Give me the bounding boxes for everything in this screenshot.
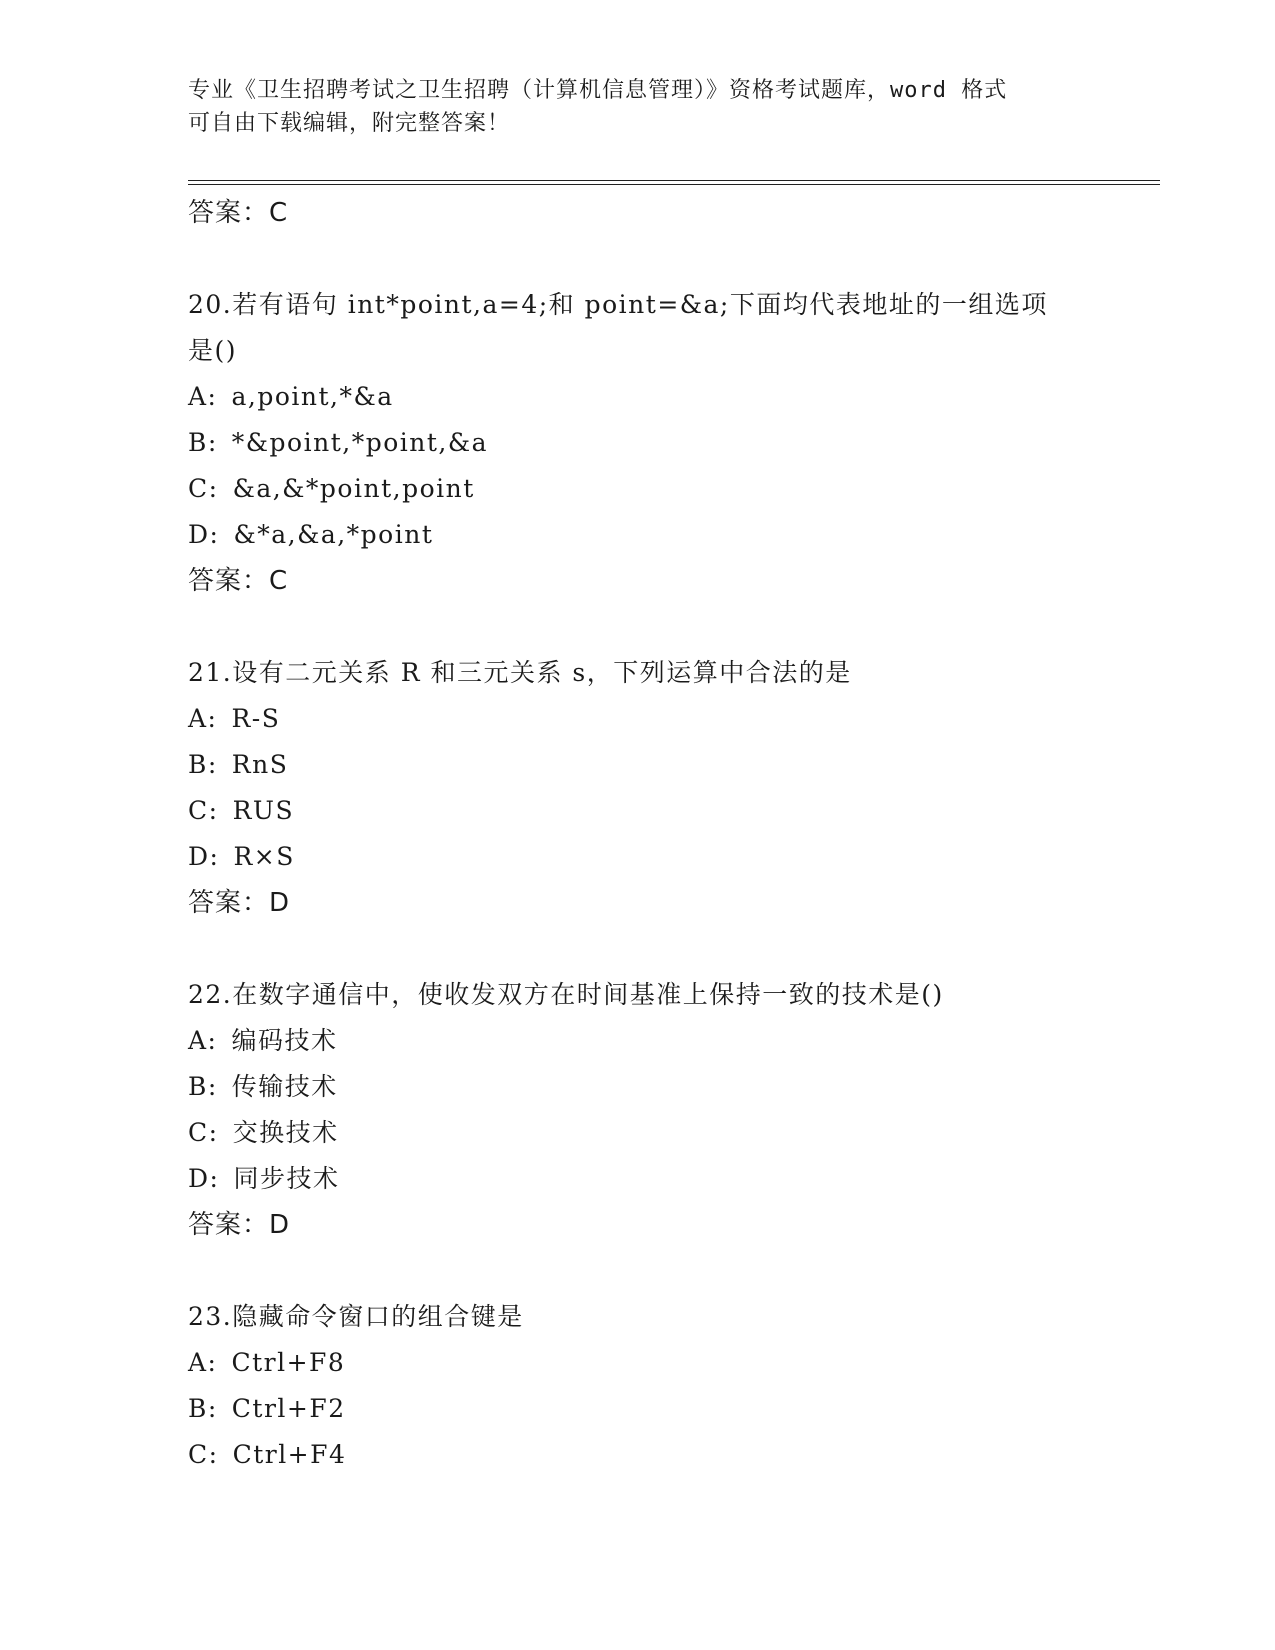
option-d	[188, 512, 1148, 558]
option-text: Ctrl+F8	[231, 1348, 346, 1377]
question-stem: 22.在数字通信中，使收发双方在时间基准上保持一致的技术是()	[188, 980, 944, 1009]
option-text: *&point,*point,&a	[231, 428, 488, 457]
option-text: RnS	[231, 750, 289, 779]
option-b	[188, 1386, 1148, 1432]
option-text: 编码技术	[231, 1026, 338, 1055]
option-label: A:	[188, 1026, 218, 1055]
option-label: C:	[188, 1118, 219, 1147]
option-label: C:	[188, 474, 219, 503]
option-label: B:	[188, 428, 218, 457]
option-a	[188, 696, 1148, 742]
document-header	[188, 74, 1088, 140]
option-label: D:	[188, 1164, 220, 1193]
header-line-1: 专业《卫生招聘考试之卫生招聘（计算机信息管理）》资格考试题库，word 格式	[188, 78, 1008, 103]
option-text: 同步技术	[233, 1164, 340, 1193]
spacer	[188, 1248, 1148, 1294]
header-line-2: 可自由下载编辑，附完整答案！	[188, 111, 511, 136]
option-label: C:	[188, 1440, 219, 1469]
option-label: C:	[188, 796, 219, 825]
spacer	[188, 236, 1148, 282]
question-stem: 20.若有语句 int*point,a=4;和 point=&a;下面均代表地址的一组选项	[188, 290, 1048, 319]
option-text: Ctrl+F4	[232, 1440, 347, 1469]
previous-answer: 答案：C	[188, 198, 289, 228]
option-text: &*a,&a,*point	[233, 520, 434, 549]
option-label: B:	[188, 1394, 218, 1423]
option-text: 传输技术	[231, 1072, 338, 1101]
spacer	[188, 604, 1148, 650]
spacer	[188, 926, 1148, 972]
option-a	[188, 1340, 1148, 1386]
option-b	[188, 420, 1148, 466]
option-label: D:	[188, 842, 220, 871]
option-label: A:	[188, 704, 218, 733]
question-stem: 21.设有二元关系 R 和三元关系 s，下列运算中合法的是	[188, 658, 852, 687]
option-b	[188, 1064, 1148, 1110]
answer: 答案：D	[188, 888, 291, 918]
option-label: B:	[188, 750, 218, 779]
header-divider	[188, 180, 1160, 185]
question-stem-continued: 是()	[188, 336, 238, 365]
option-text: RUS	[232, 796, 295, 825]
answer: 答案：D	[188, 1210, 291, 1240]
option-a	[188, 374, 1148, 420]
option-d	[188, 1156, 1148, 1202]
document-body	[188, 190, 1148, 1478]
option-c	[188, 1110, 1148, 1156]
option-text: &a,&*point,point	[232, 474, 475, 503]
option-b	[188, 742, 1148, 788]
option-label: A:	[188, 382, 218, 411]
question-21	[188, 650, 1148, 926]
option-c	[188, 466, 1148, 512]
question-20	[188, 282, 1148, 604]
question-23	[188, 1294, 1148, 1478]
option-text: R-S	[231, 704, 281, 733]
option-text: a,point,*&a	[231, 382, 394, 411]
question-stem: 23.隐藏命令窗口的组合键是	[188, 1302, 524, 1331]
option-label: B:	[188, 1072, 218, 1101]
option-label: A:	[188, 1348, 218, 1377]
option-a	[188, 1018, 1148, 1064]
option-d	[188, 834, 1148, 880]
answer: 答案：C	[188, 566, 289, 596]
option-text: R×S	[233, 842, 295, 871]
option-text: 交换技术	[232, 1118, 339, 1147]
option-label: D:	[188, 520, 220, 549]
question-22	[188, 972, 1148, 1248]
option-c	[188, 1432, 1148, 1478]
option-text: Ctrl+F2	[231, 1394, 346, 1423]
option-c	[188, 788, 1148, 834]
